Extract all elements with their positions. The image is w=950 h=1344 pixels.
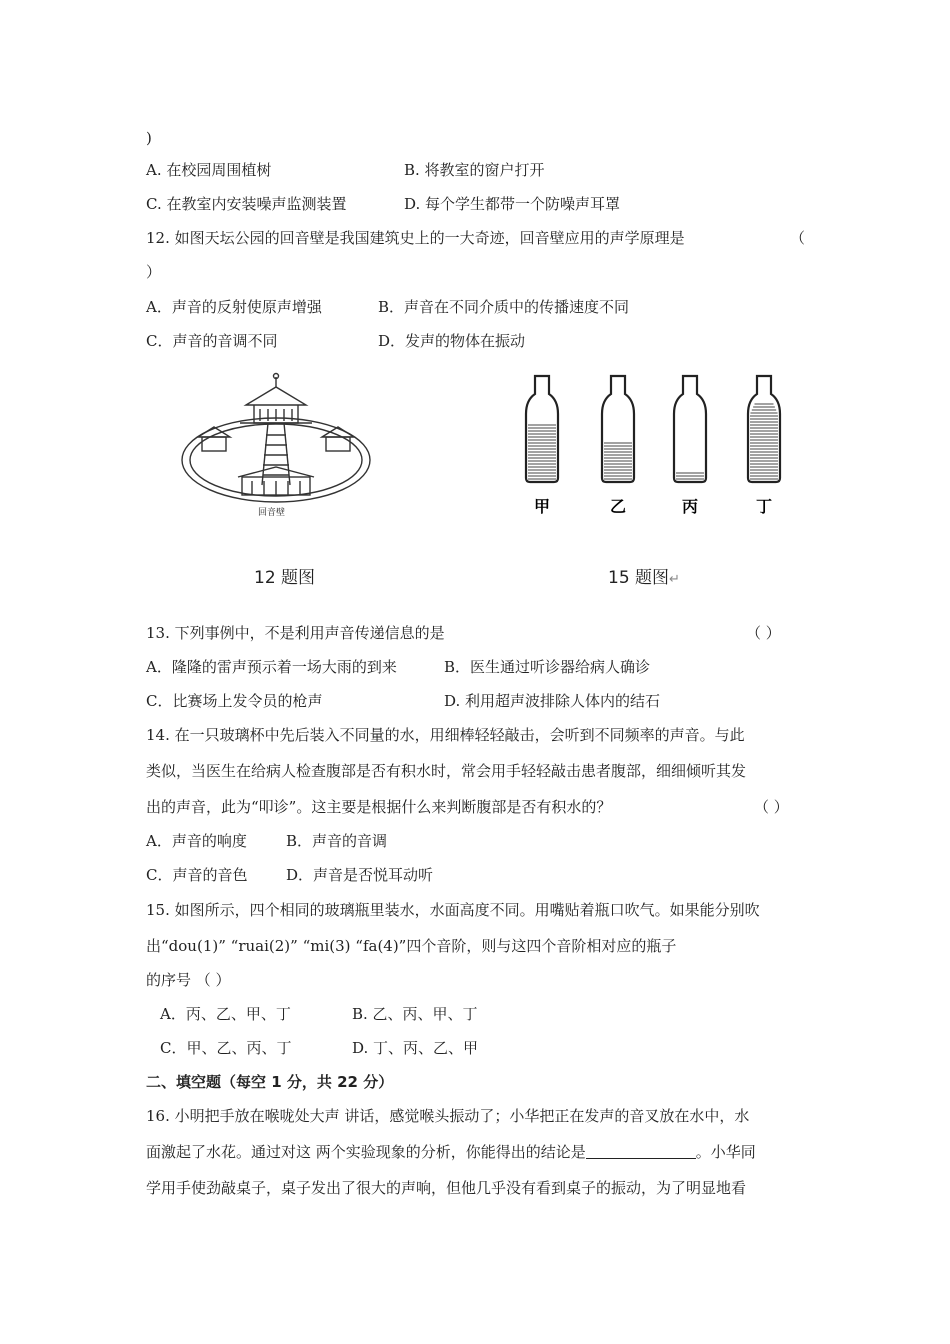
q15-line2: 出“dou(1)” “ruai(2)” “mi(3) “fa(4)”四个音阶，则与这四个音阶相对应的瓶子 [146,937,677,955]
q11-option-a: A. 在校园周围植树 [146,161,272,179]
q13-option-c: C．比赛场上发令员的枪声 [146,692,323,710]
q12-option-d: D．发声的物体在振动 [378,332,526,350]
q12-paren-close: ） [146,263,162,281]
q11-option-d: D. 每个学生都带一个防噪声耳罩 [404,195,621,213]
bottle-label: 丁 [755,497,773,516]
q16-line1: 16. 小明把手放在喉咙处大声 讲话，感觉喉头振动了；小华把正在发声的音叉放在水中，水 [146,1107,750,1125]
bottle-4 [748,376,780,516]
q14-paren: （ ） [754,798,789,816]
q11-option-b: B. 将教室的窗户打开 [404,161,545,179]
q13-stem: 13. 下列事例中，不是利用声音传递信息的是 [146,624,445,642]
q16-line2 [146,1142,756,1162]
q12-option-c: C．声音的音调不同 [146,332,278,350]
bottle-label: 丙 [681,497,699,516]
bottle-outline [748,376,780,482]
q16-line3: 学用手使劲敲桌子，桌子发出了很大的声响，但他几乎没有看到桌子的振动，为了明显地看 [146,1179,747,1197]
q13-option-b: B．医生通过听诊器给病人确诊 [444,658,651,676]
q12-option-b: B．声音在不同介质中的传播速度不同 [378,298,630,316]
return-mark: ↵ [669,572,680,587]
q15-option-c: C．甲、乙、丙、丁 [160,1039,292,1057]
q13-paren: （ ） [746,624,781,642]
fig15-caption-text: 15 题图 [608,568,670,588]
q13-option-a: A．隆隆的雷声预示着一场大雨的到来 [146,658,397,676]
q14-option-c: C．声音的音色 [146,866,248,884]
bottles-figure [520,372,820,522]
bottle-outline [526,376,558,482]
bottle-outline [674,376,706,482]
q16-line2-start: 面激起了水花。通过对这 两个实验现象的分析，你能得出的结论是 [146,1143,586,1161]
q12-stem: 12. 如图天坛公园的回音壁是我国建筑史上的一大奇迹，回音壁应用的声学原理是 [146,229,685,247]
q11-option-c: C. 在教室内安装噪声监测装置 [146,195,347,213]
q15-line3: 的序号 （ ） [146,971,231,989]
q11-closing-paren: ) [146,129,152,147]
q15-option-b: B. 乙、丙、甲、丁 [352,1005,478,1023]
echo-wall-label: 回音壁 [258,508,286,518]
q15-option-a: A．丙、乙、甲、丁 [160,1005,291,1023]
fig12-caption: 12 题图 [254,568,316,588]
section-2-heading: 二、填空题（每空 1 分，共 22 分） [146,1073,394,1091]
q12-option-a: A．声音的反射使原声增强 [146,298,322,316]
echo-wall-figure [176,365,376,525]
q13-option-d: D. 利用超声波排除人体内的结石 [444,692,661,710]
q14-line2: 类似，当医生在给病人检查腹部是否有积水时，常会用手轻轻敲击患者腹部，细细倾听其发 [146,762,747,780]
q14-option-b: B．声音的音调 [286,832,388,850]
bottle-label: 乙 [609,497,627,516]
q14-option-a: A．声音的响度 [146,832,247,850]
q14-line3: 出的声音，此为“叩诊”。这主要是根据什么来判断腹部是否有积水的？ [146,798,612,816]
q16-line2-end: 。小华同 [695,1143,756,1161]
fig15-caption [608,563,680,588]
bottle-2 [602,376,634,516]
bottle-label: 甲 [533,497,551,516]
bottle-3 [674,376,706,516]
bottle-outline [602,376,634,482]
q12-paren-open: （ [790,229,806,247]
bottle-1 [526,376,558,516]
q15-line1: 15. 如图所示，四个相同的玻璃瓶里装水，水面高度不同。用嘴贴着瓶口吹气。如果能分别吹 [146,901,760,919]
q14-line1: 14. 在一只玻璃杯中先后装入不同量的水，用细棒轻轻敲击，会听到不同频率的声音。与此 [146,726,745,744]
q16-answer-blank[interactable] [586,1144,696,1159]
q14-option-d: D．声音是否悦耳动听 [286,866,434,884]
q15-option-d: D. 丁、丙、乙、甲 [352,1039,479,1057]
